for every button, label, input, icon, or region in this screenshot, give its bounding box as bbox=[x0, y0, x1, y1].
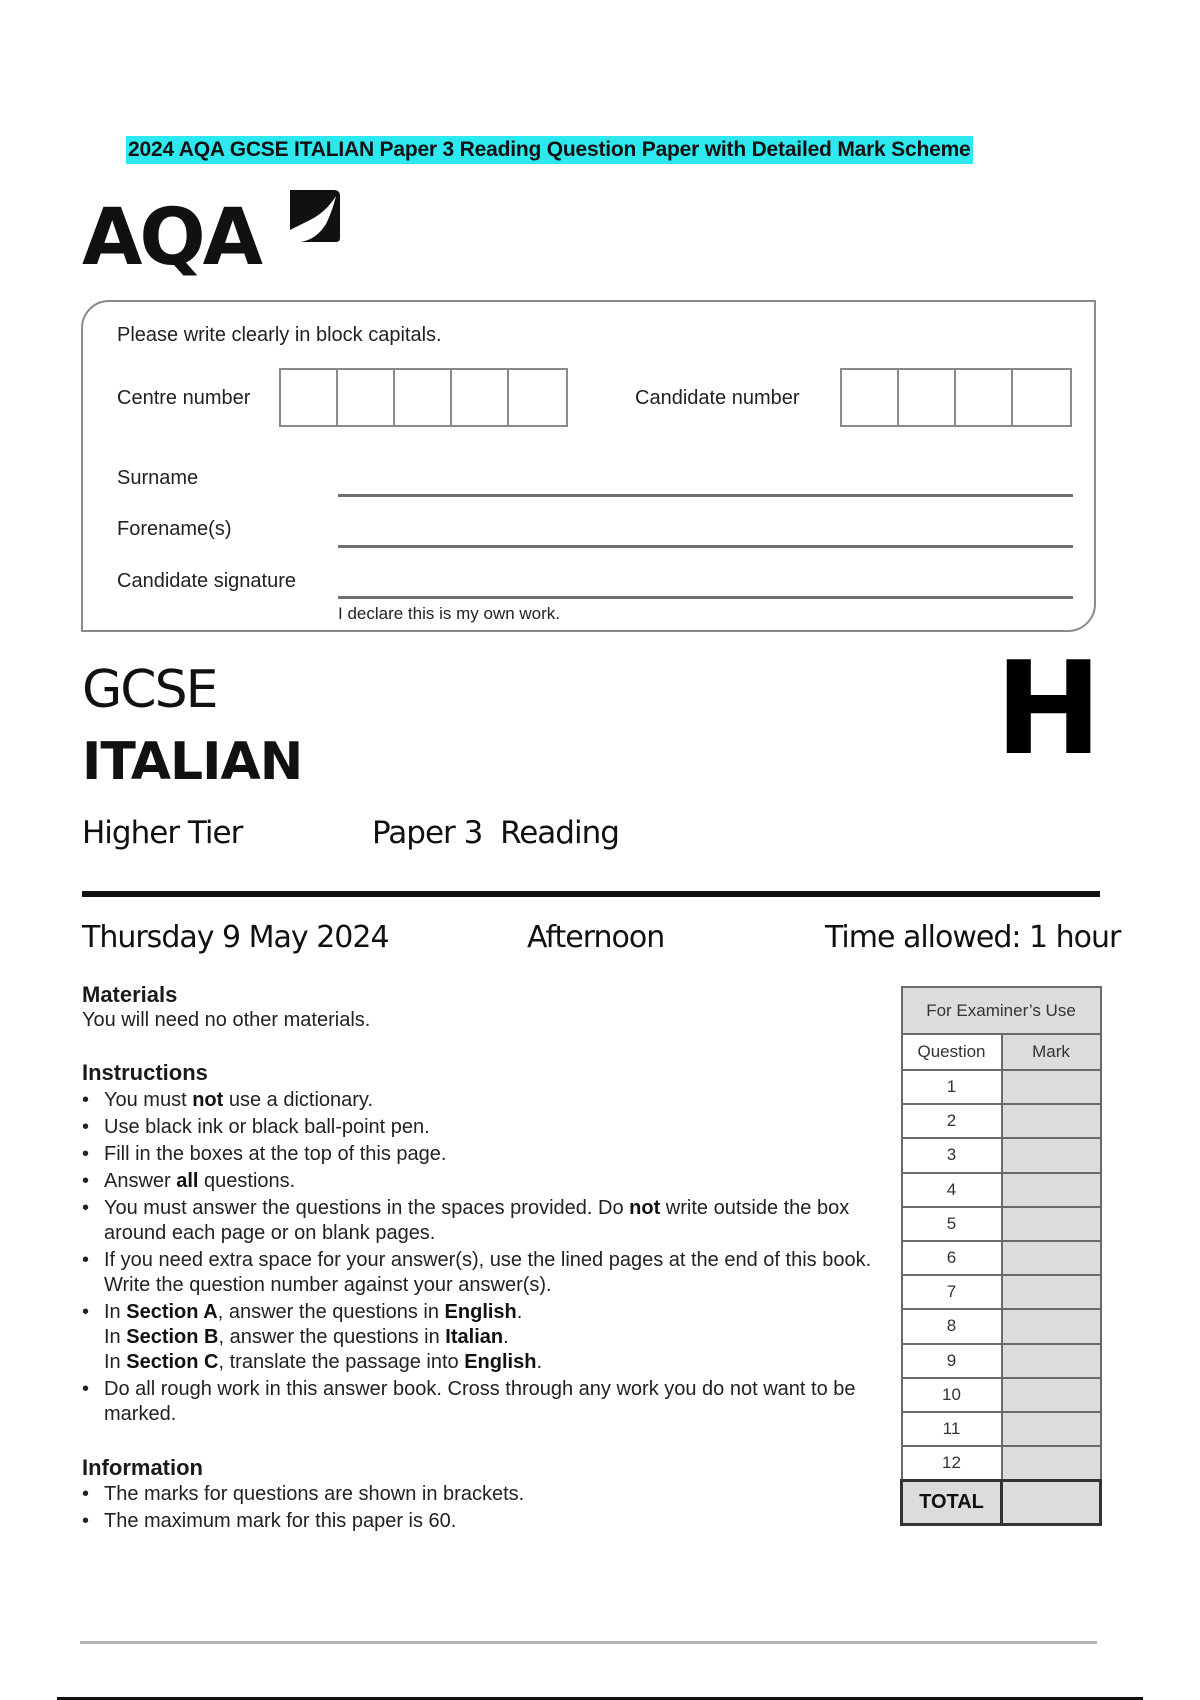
centre-number-digit-2[interactable] bbox=[338, 370, 395, 425]
instruction-item: • You must not use a dictionary. bbox=[82, 1088, 872, 1113]
section-a-line: • In Section A, answer the questions in English. bbox=[104, 1301, 523, 1323]
information-item: • The maximum mark for this paper is 60. bbox=[82, 1509, 872, 1534]
instructions-heading: Instructions bbox=[82, 1060, 208, 1085]
question-number: 12 bbox=[902, 1446, 1002, 1480]
question-number: 2 bbox=[902, 1104, 1002, 1138]
instruction-item: • Do all rough work in this answer book. Cross through any work you do not want to be marked. bbox=[82, 1377, 872, 1427]
candidate-number-digit-3[interactable] bbox=[956, 370, 1013, 425]
surname-label: Surname bbox=[117, 467, 199, 489]
candidate-number-digit-1[interactable] bbox=[842, 370, 899, 425]
exam-date: Thursday 9 May 2024 bbox=[82, 920, 389, 955]
information-list bbox=[82, 1482, 872, 1536]
examiner-table-title: For Examiner’s Use bbox=[902, 987, 1101, 1034]
materials-heading: Materials bbox=[82, 982, 178, 1007]
question-number: 7 bbox=[902, 1275, 1002, 1309]
mark-cell bbox=[1002, 1412, 1101, 1446]
question-number: 9 bbox=[902, 1344, 1002, 1378]
paper-label: Paper 3 Reading bbox=[372, 815, 619, 851]
aqa-logo-text: AQA bbox=[82, 193, 261, 283]
candidate-number-digit-4[interactable] bbox=[1013, 370, 1070, 425]
mark-cell bbox=[1002, 1138, 1101, 1172]
table-row bbox=[902, 1104, 1101, 1138]
information-heading: Information bbox=[82, 1455, 203, 1480]
table-row bbox=[902, 1446, 1101, 1480]
surname-field[interactable] bbox=[338, 494, 1073, 497]
table-row bbox=[902, 1173, 1101, 1207]
question-number: 1 bbox=[902, 1070, 1002, 1104]
subject-title: ITALIAN bbox=[82, 732, 303, 792]
total-mark-cell bbox=[1002, 1480, 1101, 1524]
centre-number-digit-5[interactable] bbox=[509, 370, 566, 425]
instructions-list bbox=[82, 1088, 872, 1429]
instruction-item: • You must answer the questions in the spaces provided. Do not write outside the box around each page or on blank pages. bbox=[82, 1196, 872, 1246]
centre-number-boxes bbox=[279, 368, 568, 427]
question-number: 3 bbox=[902, 1138, 1002, 1172]
time-allowed: Time allowed: 1 hour bbox=[825, 920, 1121, 955]
table-row bbox=[902, 1275, 1101, 1309]
question-number: 8 bbox=[902, 1309, 1002, 1343]
forenames-label: Forename(s) bbox=[117, 518, 232, 540]
materials-text: You will need no other materials. bbox=[82, 1009, 371, 1031]
section-b-line: In Section B, answer the questions in Italian. bbox=[104, 1326, 509, 1348]
information-item: • The marks for questions are shown in brackets. bbox=[82, 1482, 872, 1507]
mark-cell bbox=[1002, 1207, 1101, 1241]
mark-cell bbox=[1002, 1446, 1101, 1480]
signature-field[interactable] bbox=[338, 596, 1073, 599]
column-header-mark: Mark bbox=[1002, 1034, 1101, 1070]
examiner-use-table bbox=[900, 986, 1102, 1526]
table-row bbox=[902, 1412, 1101, 1446]
table-row bbox=[902, 1309, 1101, 1343]
instruction-item: • Answer all questions. bbox=[82, 1169, 872, 1194]
table-row bbox=[902, 1241, 1101, 1275]
table-row bbox=[902, 1207, 1101, 1241]
table-row bbox=[902, 1138, 1101, 1172]
centre-number-digit-4[interactable] bbox=[452, 370, 509, 425]
mark-cell bbox=[1002, 1275, 1101, 1309]
instruction-item: • Fill in the boxes at the top of this page. bbox=[82, 1142, 872, 1167]
table-row bbox=[902, 1070, 1101, 1104]
column-header-question: Question bbox=[902, 1034, 1002, 1070]
mark-cell bbox=[1002, 1344, 1101, 1378]
tier-letter: H bbox=[995, 635, 1103, 784]
exam-session: Afternoon bbox=[527, 920, 665, 955]
forenames-field[interactable] bbox=[338, 545, 1073, 548]
total-label: TOTAL bbox=[902, 1480, 1002, 1524]
question-number: 11 bbox=[902, 1412, 1002, 1446]
qualification-title: GCSE bbox=[82, 660, 217, 720]
table-row bbox=[902, 1378, 1101, 1412]
divider-thin bbox=[80, 1641, 1097, 1644]
divider-thick bbox=[82, 891, 1100, 897]
signature-label: Candidate signature bbox=[117, 570, 297, 592]
section-c-line: In Section C, translate the passage into English. bbox=[104, 1351, 543, 1373]
centre-number-digit-1[interactable] bbox=[281, 370, 338, 425]
mark-cell bbox=[1002, 1378, 1101, 1412]
instruction-item: • If you need extra space for your answer(s), use the lined pages at the end of this book. Write the question number against your answer(s). bbox=[82, 1248, 872, 1298]
aqa-leaf-mark-icon bbox=[286, 188, 342, 244]
instruction-item-sections bbox=[82, 1300, 872, 1375]
candidate-details-box bbox=[81, 300, 1096, 632]
question-number: 6 bbox=[902, 1241, 1002, 1275]
instruction-item: • Use black ink or black ball-point pen. bbox=[82, 1115, 872, 1140]
declaration-text: I declare this is my own work. bbox=[338, 604, 561, 623]
question-number: 10 bbox=[902, 1378, 1002, 1412]
centre-number-digit-3[interactable] bbox=[395, 370, 452, 425]
tier-label: Higher Tier bbox=[82, 815, 243, 851]
candidate-number-boxes bbox=[840, 368, 1072, 427]
block-capitals-instruction: Please write clearly in block capitals. bbox=[117, 324, 442, 346]
table-row bbox=[902, 1344, 1101, 1378]
mark-cell bbox=[1002, 1173, 1101, 1207]
centre-number-label: Centre number bbox=[117, 387, 251, 409]
mark-cell bbox=[1002, 1241, 1101, 1275]
candidate-number-label: Candidate number bbox=[635, 387, 800, 409]
candidate-number-digit-2[interactable] bbox=[899, 370, 956, 425]
mark-cell bbox=[1002, 1070, 1101, 1104]
total-row bbox=[902, 1480, 1101, 1524]
aqa-logo bbox=[82, 188, 342, 283]
question-number: 5 bbox=[902, 1207, 1002, 1241]
question-number: 4 bbox=[902, 1173, 1002, 1207]
document-title-banner: 2024 AQA GCSE ITALIAN Paper 3 Reading Question Paper with Detailed Mark Scheme bbox=[126, 136, 973, 164]
mark-cell bbox=[1002, 1104, 1101, 1138]
mark-cell bbox=[1002, 1309, 1101, 1343]
